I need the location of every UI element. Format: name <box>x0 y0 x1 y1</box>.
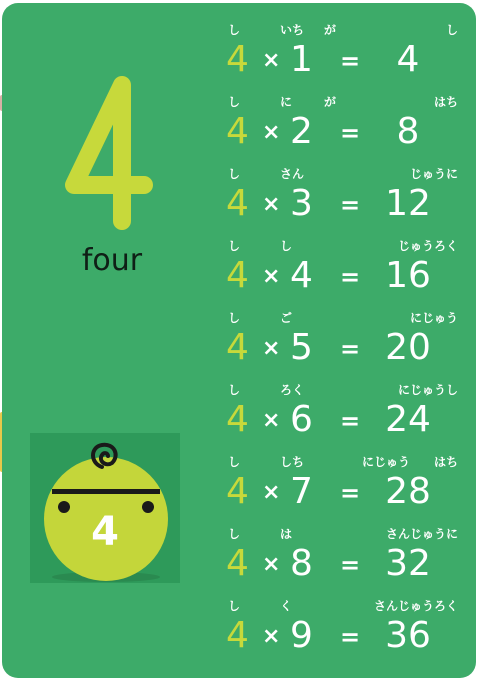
multiplicand: 4 <box>226 111 249 152</box>
times-sign: × <box>262 480 281 505</box>
ruby-multiplicand: し <box>228 167 241 181</box>
product: 12 <box>385 183 431 224</box>
table-row <box>222 23 472 93</box>
times-sign: × <box>262 264 281 289</box>
ruby-multiplicand: し <box>228 95 241 109</box>
multiplicand: 4 <box>226 255 249 296</box>
equals-sign: = <box>340 623 361 651</box>
ruby-multiplicand: し <box>228 455 241 469</box>
ruby-result: じゅうろく <box>397 239 458 253</box>
ruby-multiplier: は <box>280 527 293 541</box>
ruby-multiplier: に <box>280 95 293 109</box>
equation <box>222 109 462 157</box>
ruby-multiplicand: し <box>228 527 241 541</box>
product: 24 <box>385 399 431 440</box>
equals-sign: = <box>340 407 361 435</box>
product: 20 <box>385 327 431 368</box>
equation <box>222 469 462 517</box>
times-sign: × <box>262 192 281 217</box>
equation <box>222 181 462 229</box>
multiplier: 7 <box>290 471 313 512</box>
ruby-result: はち <box>433 95 458 109</box>
ruby-multiplicand: し <box>228 599 241 613</box>
multiplicand: 4 <box>226 399 249 440</box>
times-sign: × <box>262 408 281 433</box>
multiplier: 2 <box>290 111 313 152</box>
equals-sign: = <box>340 263 361 291</box>
multiplicand: 4 <box>226 39 249 80</box>
equation <box>222 541 462 589</box>
product: 36 <box>385 615 431 656</box>
big-number-four <box>64 73 154 233</box>
multiplier: 6 <box>290 399 313 440</box>
ruby-result: し <box>445 23 458 37</box>
equals-sign: = <box>340 119 361 147</box>
product: 28 <box>385 471 431 512</box>
multiplier: 4 <box>290 255 313 296</box>
ruby-multiplicand: し <box>228 383 241 397</box>
table-row <box>222 527 472 597</box>
times-sign: × <box>262 624 281 649</box>
table-row <box>222 311 472 381</box>
ruby-multiplier: しち <box>280 455 305 469</box>
equals-sign: = <box>340 551 361 579</box>
baby-face-icon <box>30 433 180 583</box>
multiplication-card <box>2 3 476 678</box>
table-row <box>222 95 472 165</box>
multiplicand: 4 <box>226 615 249 656</box>
ruby-multiplier: いち <box>280 23 305 37</box>
equation <box>222 613 462 661</box>
times-sign: × <box>262 120 281 145</box>
multiplicand: 4 <box>226 471 249 512</box>
ruby-multiplicand: し <box>228 239 241 253</box>
multiplicand: 4 <box>226 327 249 368</box>
table-row <box>222 455 472 525</box>
multiplier: 5 <box>290 327 313 368</box>
multiplier: 9 <box>290 615 313 656</box>
equation <box>222 253 462 301</box>
multiplier: 3 <box>290 183 313 224</box>
mascot-digit: 4 <box>91 509 119 555</box>
mascot <box>30 433 180 583</box>
product: 8 <box>396 111 420 152</box>
product: 4 <box>396 39 420 80</box>
equals-sign: = <box>340 479 361 507</box>
table-row <box>222 239 472 309</box>
equals-sign: = <box>340 47 361 75</box>
table-row <box>222 599 472 669</box>
ruby-multiplier: く <box>280 599 293 613</box>
equation <box>222 397 462 445</box>
times-sign: × <box>262 336 281 361</box>
equals-sign: = <box>340 191 361 219</box>
ruby-ga: が <box>324 95 337 109</box>
ruby-result: にじゅう はち <box>361 455 458 469</box>
ruby-result: さんじゅうろく <box>373 599 458 613</box>
ruby-result: にじゅう <box>409 311 458 325</box>
times-sign: × <box>262 48 281 73</box>
number-word: four <box>81 243 143 278</box>
multiplier: 1 <box>290 39 313 80</box>
ruby-multiplier: ろく <box>280 383 305 397</box>
ruby-multiplier: さん <box>280 167 305 181</box>
ruby-multiplier: し <box>280 239 293 253</box>
times-sign: × <box>262 552 281 577</box>
equation <box>222 325 462 373</box>
ruby-ga: が <box>324 23 337 37</box>
ruby-result: じゅうに <box>409 167 458 181</box>
ruby-multiplicand: し <box>228 23 241 37</box>
equals-sign: = <box>340 335 361 363</box>
ruby-multiplicand: し <box>228 311 241 325</box>
table-row <box>222 383 472 453</box>
table-row <box>222 167 472 237</box>
ruby-multiplier: ご <box>280 311 293 325</box>
multiplier: 8 <box>290 543 313 584</box>
equation <box>222 37 462 85</box>
multiplicand: 4 <box>226 183 249 224</box>
multiplicand: 4 <box>226 543 249 584</box>
ruby-result: さんじゅうに <box>385 527 458 541</box>
product: 16 <box>385 255 431 296</box>
product: 32 <box>385 543 431 584</box>
ruby-result: にじゅうし <box>397 383 458 397</box>
